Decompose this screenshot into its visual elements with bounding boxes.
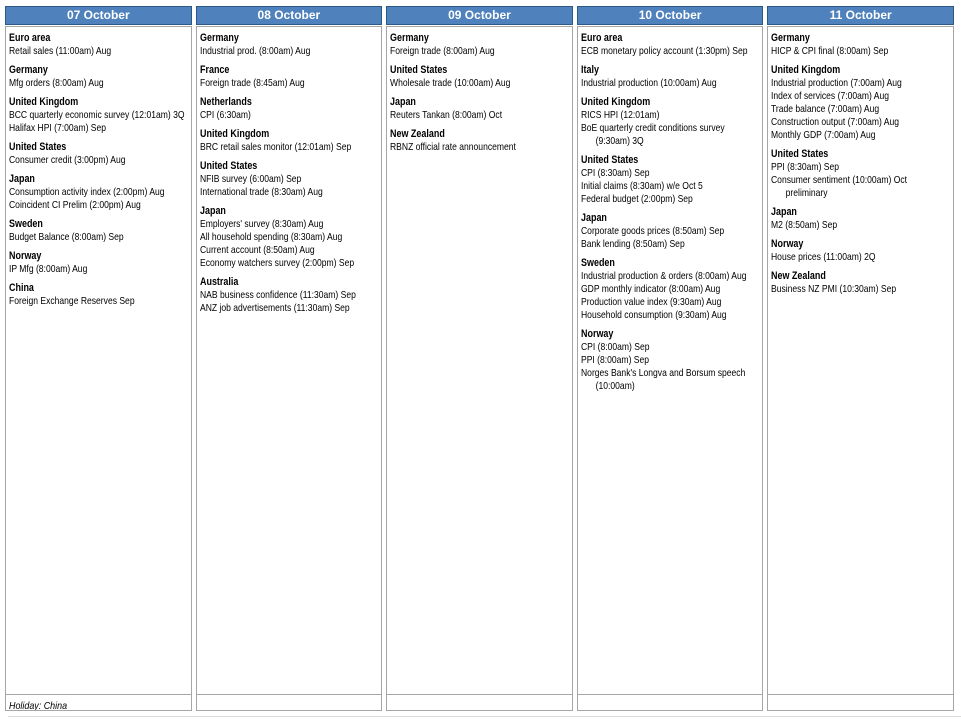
event-item: Retail sales (11:00am) Aug [9,45,112,57]
country-name: United States [771,148,829,160]
country-group [9,281,188,308]
event-item: CPI (8:00am) Sep [580,341,650,353]
holiday-footer [197,694,382,710]
event-item: Coincident CI Prelim (2:00pm) Aug [9,199,141,211]
event-item: HICP & CPI final (8:00am) Sep [771,45,889,57]
country-group [390,31,569,58]
event-item: Bank lending (8:50am) Sep [580,238,685,250]
country-name: Norway [580,328,614,340]
table-bottom-shadow-line [8,716,961,717]
country-group [771,31,950,58]
country-name: Euro area [9,32,51,44]
day-body [196,26,383,711]
event-item: Wholesale trade (10:00am) Aug [390,77,511,89]
country-name: New Zealand [771,270,827,282]
country-group [9,95,188,135]
day-column-4 [767,6,954,711]
event-item: M2 (8:50am) Sep [771,219,838,231]
country-name: France [199,64,229,76]
country-name: China [9,282,34,294]
country-group [390,63,569,90]
day-header: 08 October [196,6,383,25]
country-group [581,95,760,148]
country-name: New Zealand [390,128,445,140]
event-item: Monthly GDP (7:00am) Aug [771,129,876,141]
event-item: NFIB survey (6:00am) Sep [199,173,301,185]
event-item: RBNZ official rate announcement [390,141,517,153]
country-name: Japan [199,205,226,217]
country-group [390,127,569,154]
country-name: Japan [9,173,35,185]
country-name: United Kingdom [580,96,651,108]
country-name: Italy [580,64,599,76]
country-group [771,237,950,264]
country-group [771,147,950,200]
event-item: Employers' survey (8:30am) Aug [199,218,323,230]
event-item: Halifax HPI (7:00am) Sep [9,122,107,134]
country-group [581,327,760,393]
event-item: NAB business confidence (11:30am) Sep [199,289,356,301]
country-name: United States [9,141,67,153]
event-item: Business NZ PMI (10:30am) Sep [771,283,897,295]
country-group [200,31,379,58]
country-name: Germany [771,32,811,44]
events-area [6,27,191,694]
country-name: United States [390,64,448,76]
country-name: Euro area [580,32,623,44]
event-item: ECB monetary policy account (1:30pm) Sep [580,45,748,57]
event-item: Current account (8:50am) Aug [199,244,315,256]
country-group [200,275,379,315]
holiday-footer [768,694,953,710]
day-body [386,26,573,711]
country-name: Sweden [9,218,43,230]
event-item: Industrial production (7:00am) Aug [771,77,903,89]
country-group [200,95,379,122]
country-name: United States [580,154,639,166]
events-scale [771,31,950,296]
holiday-footer [6,694,191,710]
event-item: Economy watchers survey (2:00pm) Sep [199,257,354,269]
country-name: Norway [9,250,42,262]
events-area [768,27,953,694]
country-name: Japan [580,212,607,224]
day-header: 09 October [386,6,573,25]
country-name: Netherlands [199,96,252,108]
country-name: Australia [199,276,238,288]
country-group [581,31,760,58]
events-scale [200,31,379,315]
event-item: ANZ job advertisements (11:30am) Sep [199,302,350,314]
country-group [200,63,379,90]
event-item: Foreign trade (8:00am) Aug [390,45,495,57]
event-item: RICS HPI (12:01am) [580,109,660,121]
country-group [581,211,760,251]
country-name: Sweden [580,257,615,269]
country-name: United Kingdom [199,128,269,140]
country-group [581,153,760,206]
event-item: PPI (8:00am) Sep [580,354,649,366]
event-item: Index of services (7:00am) Aug [771,90,890,102]
country-group [581,256,760,322]
event-item: Foreign Exchange Reserves Sep [9,295,135,307]
country-group [771,63,950,142]
day-body [577,26,764,711]
event-item: Corporate goods prices (8:50am) Sep [580,225,724,237]
event-item: Reuters Tankan (8:00am) Oct [390,109,503,121]
event-item: Mfg orders (8:00am) Aug [9,77,104,89]
event-item: Household consumption (9:30am) Aug [580,309,727,321]
event-item: House prices (11:00am) 2Q [771,251,876,263]
event-item: Industrial production & orders (8:00am) Aug [580,270,747,282]
event-item: Initial claims (8:30am) w/e Oct 5 [580,180,703,192]
country-group [200,204,379,270]
calendar [5,6,954,711]
country-group [390,95,569,122]
country-group [9,140,188,167]
country-name: Germany [9,64,48,76]
country-name: United States [199,160,257,172]
country-group [9,249,188,276]
country-name: United Kingdom [9,96,79,108]
event-item: CPI (8:30am) Sep [580,167,650,179]
event-item: Industrial production (10:00am) Aug [580,77,717,89]
country-group [9,31,188,58]
day-body [767,26,954,711]
events-area [578,27,763,694]
country-group [9,172,188,212]
day-header: 07 October [5,6,192,25]
country-group [581,63,760,90]
day-column-3 [577,6,764,711]
event-item: Industrial prod. (8:00am) Aug [199,45,310,57]
event-item: All household spending (8:30am) Aug [199,231,342,243]
event-item: Consumer sentiment (10:00am) Oct preliminary [771,174,908,199]
event-item: Construction output (7:00am) Aug [771,116,900,128]
event-item: PPI (8:30am) Sep [771,161,840,173]
day-header: 11 October [767,6,954,25]
day-column-1 [196,6,383,711]
event-item: BRC retail sales monitor (12:01am) Sep [199,141,351,153]
country-group [200,127,379,154]
event-item: Production value index (9:30am) Aug [580,296,722,308]
events-area [387,27,572,694]
country-group [9,217,188,244]
event-item: Consumer credit (3:00pm) Aug [9,154,126,166]
event-item: Budget Balance (8:00am) Sep [9,231,124,243]
country-name: United Kingdom [771,64,841,76]
holiday-footer-text: Holiday: China [9,700,68,710]
event-item: Trade balance (7:00am) Aug [771,103,880,115]
event-item: Federal budget (2:00pm) Sep [580,193,693,205]
country-name: Germany [390,32,430,44]
event-item: BCC quarterly economic survey (12:01am) 3Q [9,109,185,121]
event-item: Consumption activity index (2:00pm) Aug [9,186,165,198]
events-scale [581,31,760,393]
country-group [200,159,379,199]
country-name: Japan [771,206,798,218]
event-item: GDP monthly indicator (8:00am) Aug [580,283,720,295]
day-body [5,26,192,711]
holiday-footer [578,694,763,710]
events-area [197,27,382,694]
day-column-2 [386,6,573,711]
country-group [771,269,950,296]
event-item: IP Mfg (8:00am) Aug [9,263,88,275]
country-name: Norway [771,238,804,250]
event-item: Foreign trade (8:45am) Aug [199,77,305,89]
country-group [9,63,188,90]
day-header: 10 October [577,6,764,25]
events-scale [9,31,188,308]
event-item: BoE quarterly credit conditions survey (9:30am) 3Q [580,122,725,147]
events-scale [390,31,569,154]
holiday-footer [387,694,572,710]
country-name: Japan [390,96,417,108]
country-group [771,205,950,232]
event-item: Norges Bank's Longva and Borsum speech (10:00am) [580,367,746,392]
country-name: Germany [199,32,239,44]
event-item: CPI (6:30am) [199,109,251,121]
event-item: International trade (8:30am) Aug [199,186,323,198]
day-column-0 [5,6,192,711]
